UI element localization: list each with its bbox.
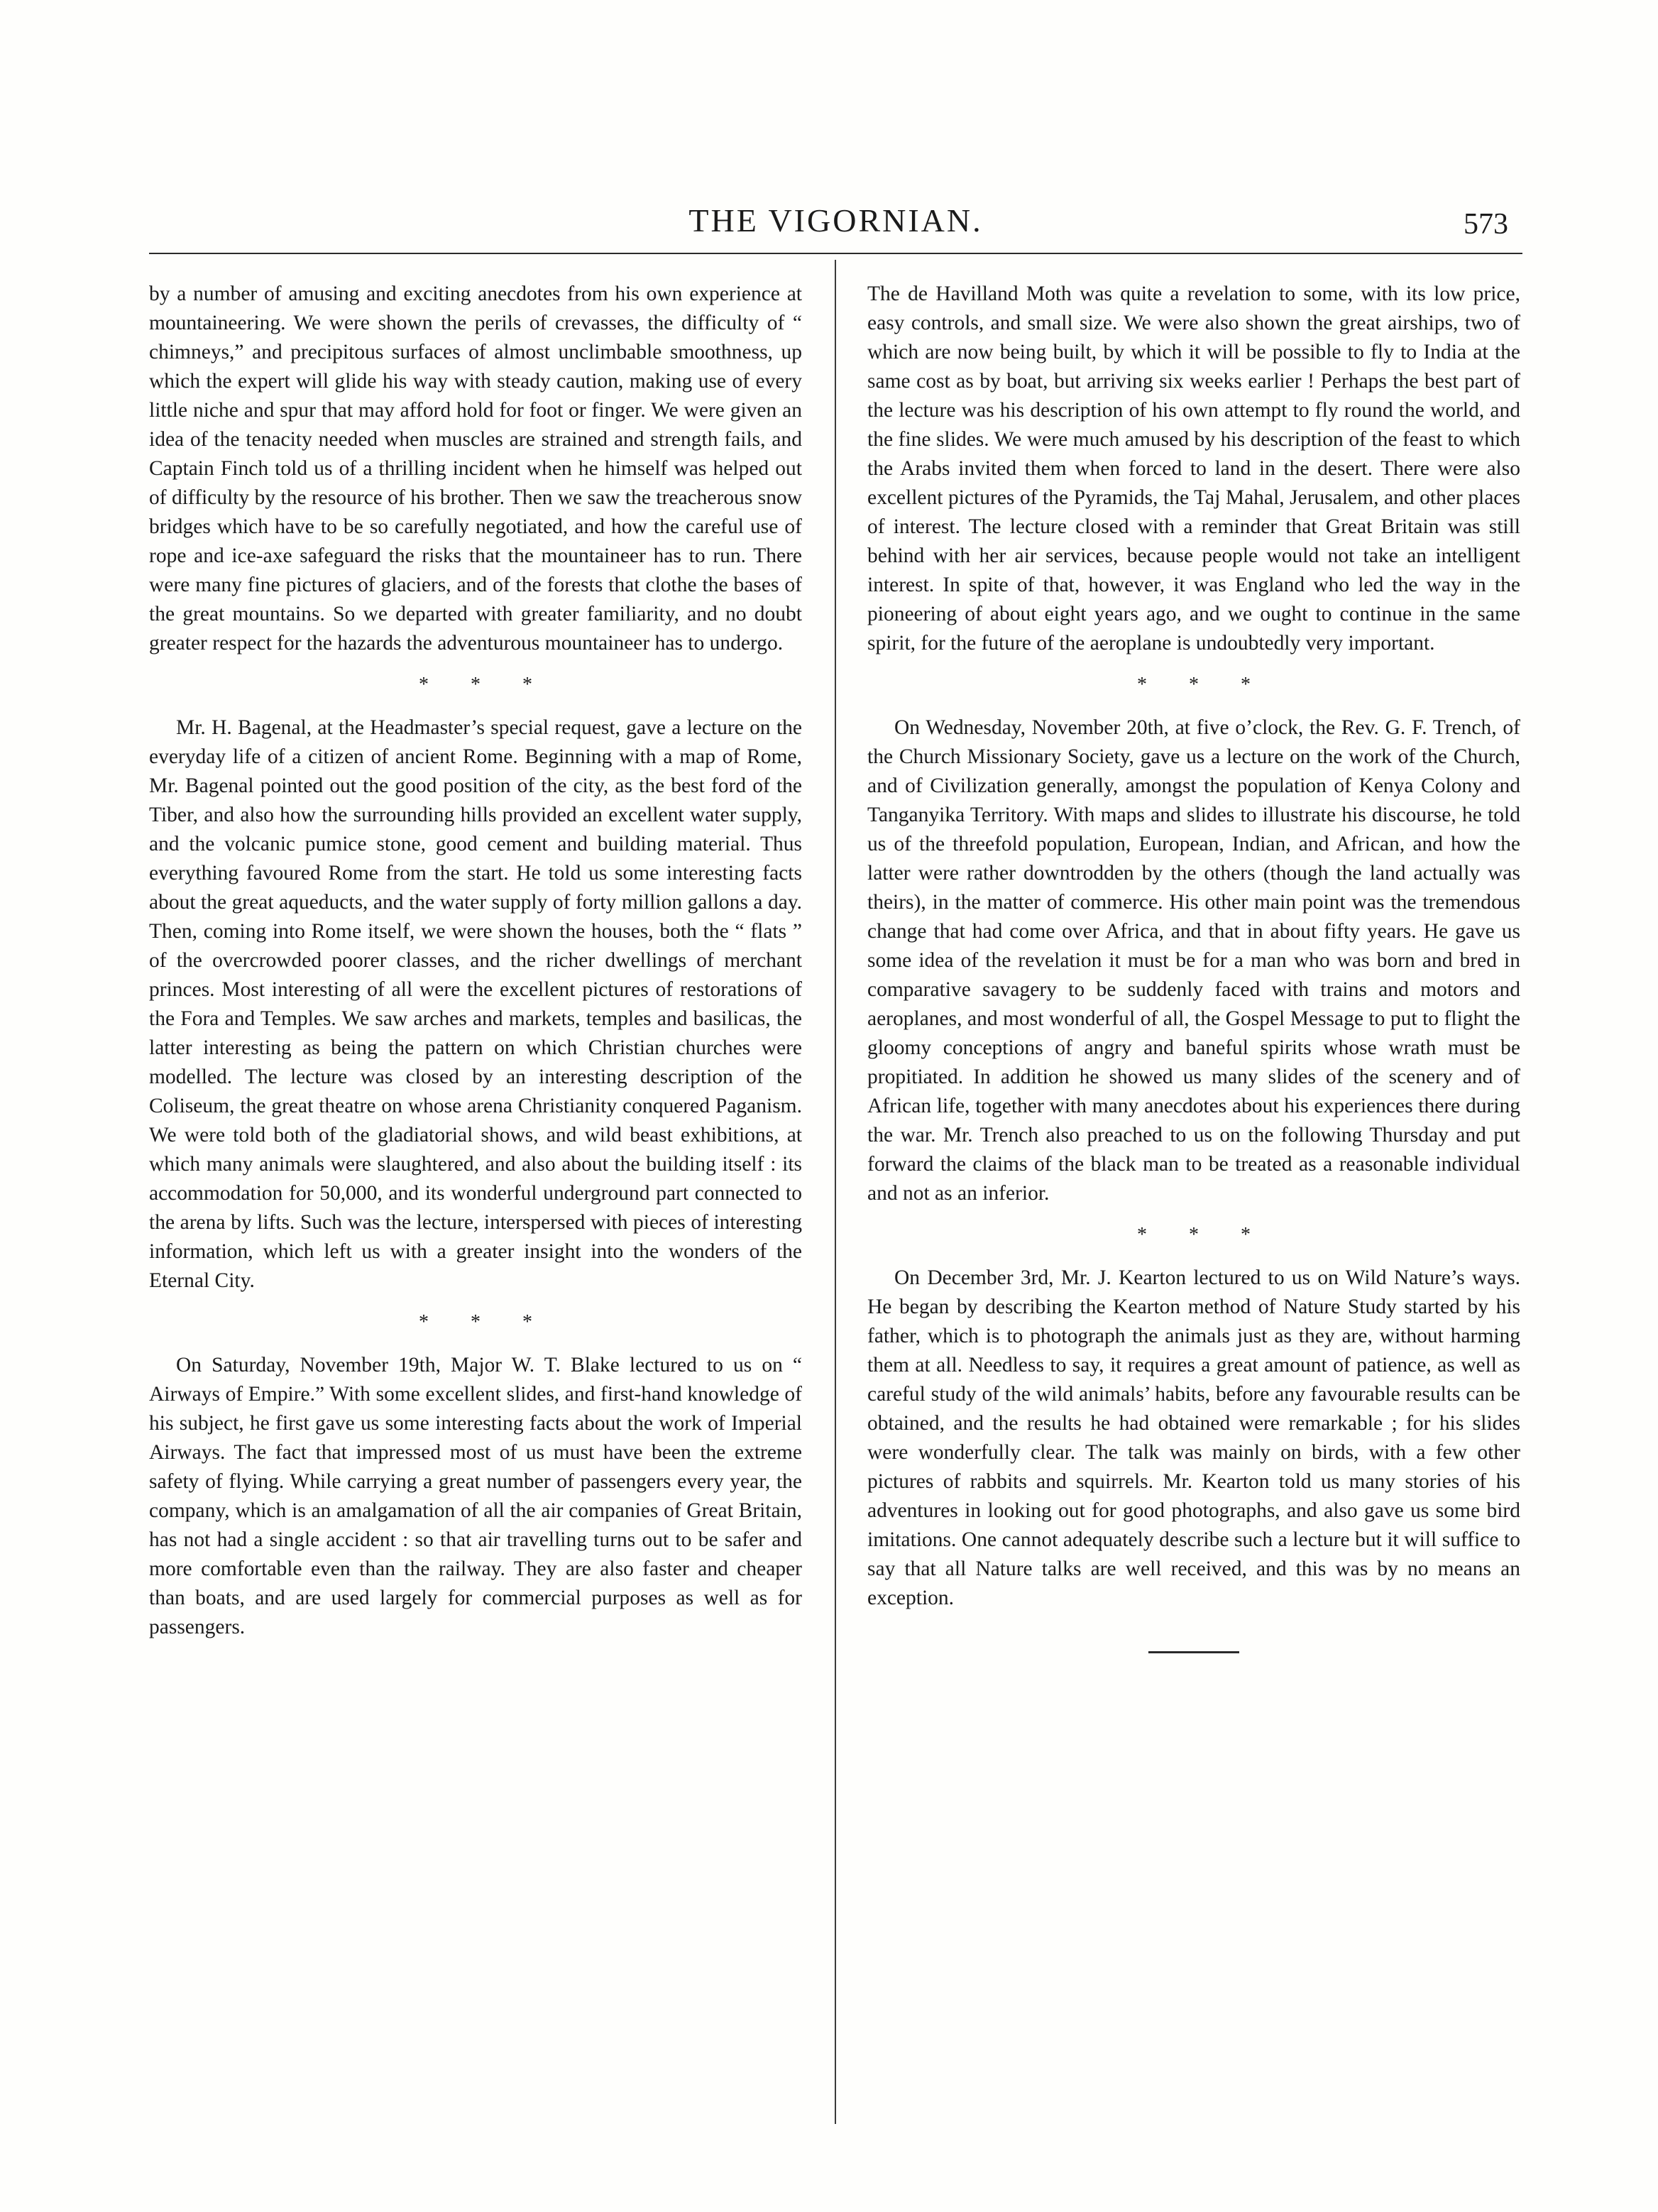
right-column <box>867 280 1520 1653</box>
running-header <box>149 193 1522 250</box>
section-break-stars: * * * <box>419 1311 551 1333</box>
column-divider <box>835 260 836 2124</box>
rome-lecture-paragraph: Mr. H. Bagenal, at the Headmaster’s special request, gave a lecture on the everyday life of a citizen of ancient Rome. Beginning with a map of Rome, Mr. Bagenal pointed out the good position of the city, as the best ford of the Tiber, and also how the surrounding hills provided an excellent water supply, and the volcanic pumice stone, good cement and building material. Thus everything favoured Rome from the start. He told us some interesting facts about the great aqueducts, and the water supply of forty million gallons a day. Then, coming into Rome itself, we were shown the houses, both the “ flats ” of the overcrowded poorer classes, and the richer dwellings of merchant princes. Most interesting of all were the excellent pictures of restorations of the Fora and Temples. We saw arches and markets, temples and basilicas, the latter interesting as being the pattern on which Christian churches were modelled. The lecture was closed by an interesting description of the Coliseum, the great theatre on whose arena Christianity conquered Paganism. We were told both of the gladiatorial shows, and wild beast exhibitions, at which many animals were slaughtered, and also about the building itself : its accommodation for 50,000, and its wonderful underground part connected to the arena by lifts. Such was the lecture, interspersed with pieces of interesting information, which left us with a greater insight into the wonders of the Eternal City. <box>149 716 802 1292</box>
nature-lecture-paragraph: On December 3rd, Mr. J. Kearton lectured to us on Wild Nature’s ways. He began by describing the Kearton method of Nature Study started by his father, which is to photograph the animals just as they are, without harming them at all. Needless to say, it requires a great amount of patience, as well as careful study of the wild animals’ habits, before any favourable results can be obtained, and the results he had obtained were remarkable ; for his slides were wonderfully clear. The talk was mainly on birds, with a few other pictures of rabbits and squirrels. Mr. Kearton told us many stories of his adventures in looking out for good photographs, and also gave us some bird imitations. One cannot adequately describe such a lecture but it will suffice to say that all Nature talks are well received, and this was by no means an exception. <box>867 1266 1520 1609</box>
mountaineering-lecture-continued: by a number of amusing and exciting anecdotes from his own experience at mountaineering. We were shown the perils of crevasses, the difficulty of “ chimneys,” and precipitous surfaces of almost unclimbable smoothness, up which the expert will glide his way with steady caution, making use of every little niche and spur that may afford hold for foot or finger. We were given an idea of the tenacity needed when muscles are strained and strength fails, and Captain Finch told us of a thrilling incident when he himself was helped out of difficulty by the resource of his brother. Then we saw the treacherous snow bridges which have to be so carefully negotiated, and how the careful use of rope and ice-axe safeguard the risks that the mountaineer has to run. There were many fine pictures of glaciers, and of the forests that clothe the bases of the great mountains. So we departed with greater familiarity, and no doubt greater respect for the hazards the adventurous mountaineer has to undergo. <box>149 283 802 655</box>
header-rule <box>149 253 1522 254</box>
section-break-stars: * * * <box>419 674 551 696</box>
missionary-lecture-paragraph: On Wednesday, November 20th, at five o’clock, the Rev. G. F. Trench, of the Church Missionary Society, gave us a lecture on the work of the Church, and of Civilization generally, amongst the population of Kenya Colony and Tanganyika Territory. With maps and slides to illustrate his discourse, he told us of the threefold population, European, Indian, and African, and how the latter were rather downtrodden by the others (though the land actually was theirs), in the matter of commerce. His other main point was the tremendous change that had come over Africa, and that in about fifty years. He gave us some idea of the revelation it must be for a man who was born and bred in comparative savagery to be suddenly faced with trains and motors and aeroplanes, and most wonderful of all, the Gospel Message to put to flight the gloomy conceptions of angry and baneful spirits whose wrath must be propitiated. In addition he showed us many slides of the scenery and of African life, together with many anecdotes about his experiences there during the war. Mr. Trench also preached to us on the following Thursday and put forward the claims of the black man to be treated as a reasonable individual and not as an inferior. <box>867 716 1520 1205</box>
section-break-stars: * * * <box>1137 1224 1269 1246</box>
end-of-article-rule <box>1148 1651 1239 1653</box>
section-break-stars: * * * <box>1137 674 1269 696</box>
airways-lecture-paragraph: On Saturday, November 19th, Major W. T. Blake lectured to us on “ Airways of Empire.” With some excellent slides, and first-hand knowledge of his subject, he first gave us some interesting facts about the work of Imperial Airways. The fact that impressed most of us must have been the extreme safety of flying. While carrying a great number of passengers every year, the company, which is an amalgamation of all the air companies of Great Britain, has not had a single accident : so that air travelling turns out to be safer and more comfortable even than the railway. They are also faster and cheaper than boats, and are used largely for commercial purposes as well as for passengers. <box>149 1354 802 1638</box>
left-column <box>149 280 802 1642</box>
page-number: 573 <box>1464 208 1508 241</box>
airways-lecture-continued: The de Havilland Moth was quite a revelation to some, with its low price, easy controls, and small size. We were also shown the great airships, two of which are now being built, by which it will be possible to fly to India at the same cost as by boat, but arriving six weeks earlier ! Perhaps the best part of the lecture was his description of his own attempt to fly round the world, and the fine slides. We were much amused by his description of the feast to which the Arabs invited them when forced to land in the desert. There were also excellent pictures of the Pyramids, the Taj Mahal, Jerusalem, and other places of interest. The lecture closed with a reminder that Great Britain was still behind with her air services, because people would not take an intelligent interest. In spite of that, however, it was England who led the way in the pioneering of about eight years ago, and we ought to continue in the same spirit, for the future of the aeroplane is undoubtedly very important. <box>867 283 1520 655</box>
publication-title: THE VIGORNIAN. <box>688 202 983 239</box>
